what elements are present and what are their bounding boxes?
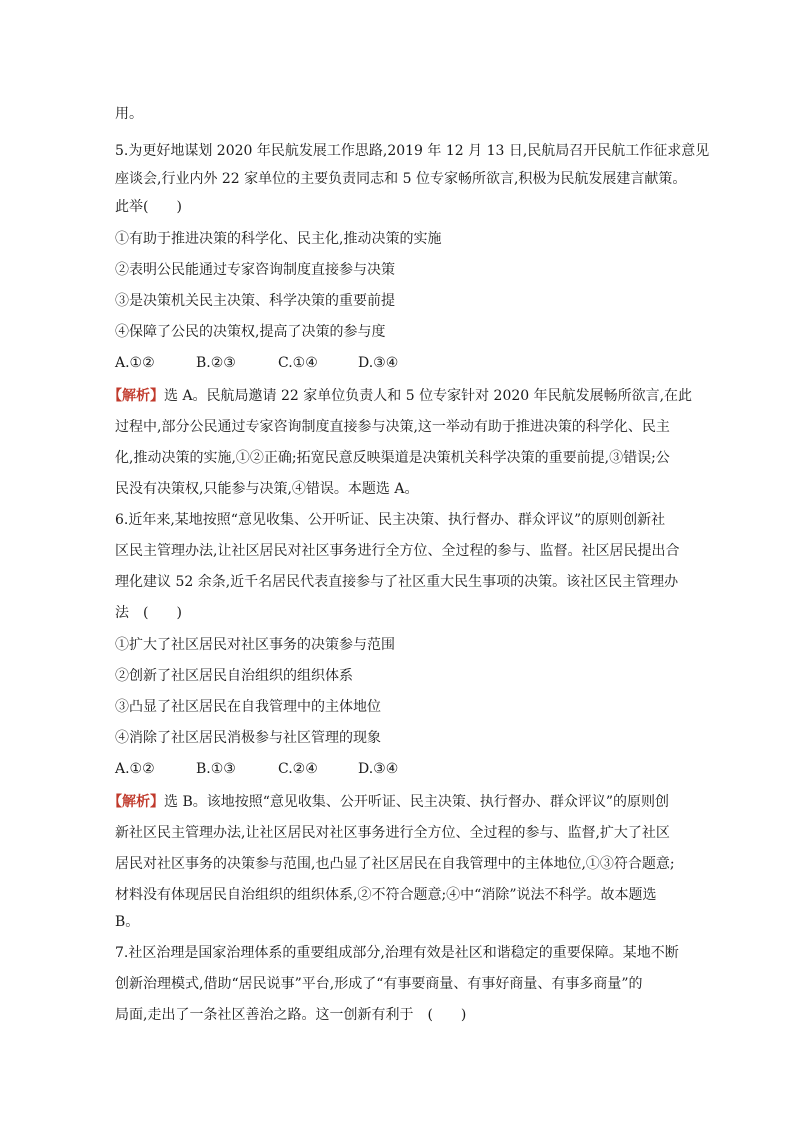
- q6-analysis-text-1: 选 B。该地按照“意见收集、公开听证、民主决策、执行督办、群众评议”的原则创: [164, 794, 670, 810]
- q4-tail: 用。: [115, 106, 143, 122]
- q5-options: [115, 354, 398, 372]
- q5-analysis-line-3: 化,推动决策的实施,①②正确;拓宽民意反映渠道是决策机关科学决策的重要前提,③错误;公: [115, 450, 670, 466]
- q6-stem-line-1: 6.近年来,某地按照“意见收集、公开听证、民主决策、执行督办、群众评议”的原则创新社: [115, 512, 666, 528]
- q5-item-2: ②表明公民能通过专家咨询制度直接参与决策: [115, 262, 395, 278]
- q5-stem-line-3: 此举( ): [115, 199, 182, 215]
- q6-option-a: A.①②: [115, 761, 155, 777]
- q6-stem-line-4: 法 ( ): [115, 605, 182, 621]
- q6-analysis-line-3: 居民对社区事务的决策参与范围,也凸显了社区居民在自我管理中的主体地位,①③符合题意;: [115, 856, 675, 872]
- q6-analysis-line-1: [108, 793, 669, 811]
- q7-stem-line-1: 7.社区治理是国家治理体系的重要组成部分,治理有效是社区和谐稳定的重要保障。某地不断: [115, 945, 679, 961]
- q5-option-b: B.②③: [196, 355, 236, 371]
- q6-analysis-tag: 【解析】: [108, 794, 164, 810]
- q5-option-c: C.①④: [278, 355, 318, 371]
- q6-options: [115, 760, 398, 778]
- q6-item-1: ①扩大了社区居民对社区事务的决策参与范围: [115, 637, 395, 653]
- q5-analysis-line-2: 过程中,部分公民通过专家咨询制度直接参与决策,这一举动有助于推进决策的科学化、民主: [115, 419, 670, 435]
- q6-item-2: ②创新了社区居民自治组织的组织体系: [115, 668, 353, 684]
- q6-stem-line-3: 理化建议 52 余条,近千名居民代表直接参与了社区重大民生事项的决策。该社区民主管理办: [115, 574, 679, 590]
- q5-item-4: ④保障了公民的决策权,提高了决策的参与度: [115, 324, 386, 340]
- q6-analysis-line-2: 新社区民主管理办法,让社区居民对社区事务进行全方位、全过程的参与、监督,扩大了社区: [115, 825, 670, 841]
- q5-stem-line-2: 座谈会,行业内外 22 家单位的主要负责同志和 5 位专家畅所欲言,积极为民航发展建言献策。: [115, 171, 687, 187]
- q7-stem-line-3: 局面,走出了一条社区善治之路。这一创新有利于 ( ): [115, 1007, 467, 1023]
- q6-analysis-line-4: 材料没有体现居民自治组织的组织体系,②不符合题意;④中“消除”说法不科学。故本题选: [115, 887, 657, 903]
- q5-analysis-text-1: 选 A。民航局邀请 22 家单位负责人和 5 位专家针对 2020 年民航发展畅所欲言,在此: [164, 388, 693, 404]
- q6-stem-line-2: 区民主管理办法,让社区居民对社区事务进行全方位、全过程的参与、监督。社区居民提出合: [115, 543, 680, 559]
- q5-option-d: D.③④: [358, 355, 399, 371]
- q6-item-3: ③凸显了社区居民在自我管理中的主体地位: [115, 699, 381, 715]
- q6-option-b: B.①③: [196, 761, 236, 777]
- q6-option-d: D.③④: [358, 761, 399, 777]
- q5-analysis-line-4: 民没有决策权,只能参与决策,④错误。本题选 A。: [115, 481, 419, 497]
- q5-option-a: A.①②: [115, 355, 155, 371]
- q5-item-1: ①有助于推进决策的科学化、民主化,推动决策的实施: [115, 231, 442, 247]
- q6-item-4: ④消除了社区居民消极参与社区管理的现象: [115, 730, 381, 746]
- q5-analysis-tag: 【解析】: [108, 388, 164, 404]
- q6-option-c: C.②④: [278, 761, 318, 777]
- q5-stem-line-1: 5.为更好地谋划 2020 年民航发展工作思路,2019 年 12 月 13 日,民航局召开民航工作征求意见: [115, 143, 710, 159]
- q5-analysis-line-1: [108, 387, 692, 405]
- q5-item-3: ③是决策机关民主决策、科学决策的重要前提: [115, 293, 395, 309]
- q6-analysis-line-5: B。: [115, 914, 140, 930]
- q7-stem-line-2: 创新治理模式,借助“居民说事”平台,形成了“有事要商量、有事好商量、有事多商量”的: [115, 976, 643, 992]
